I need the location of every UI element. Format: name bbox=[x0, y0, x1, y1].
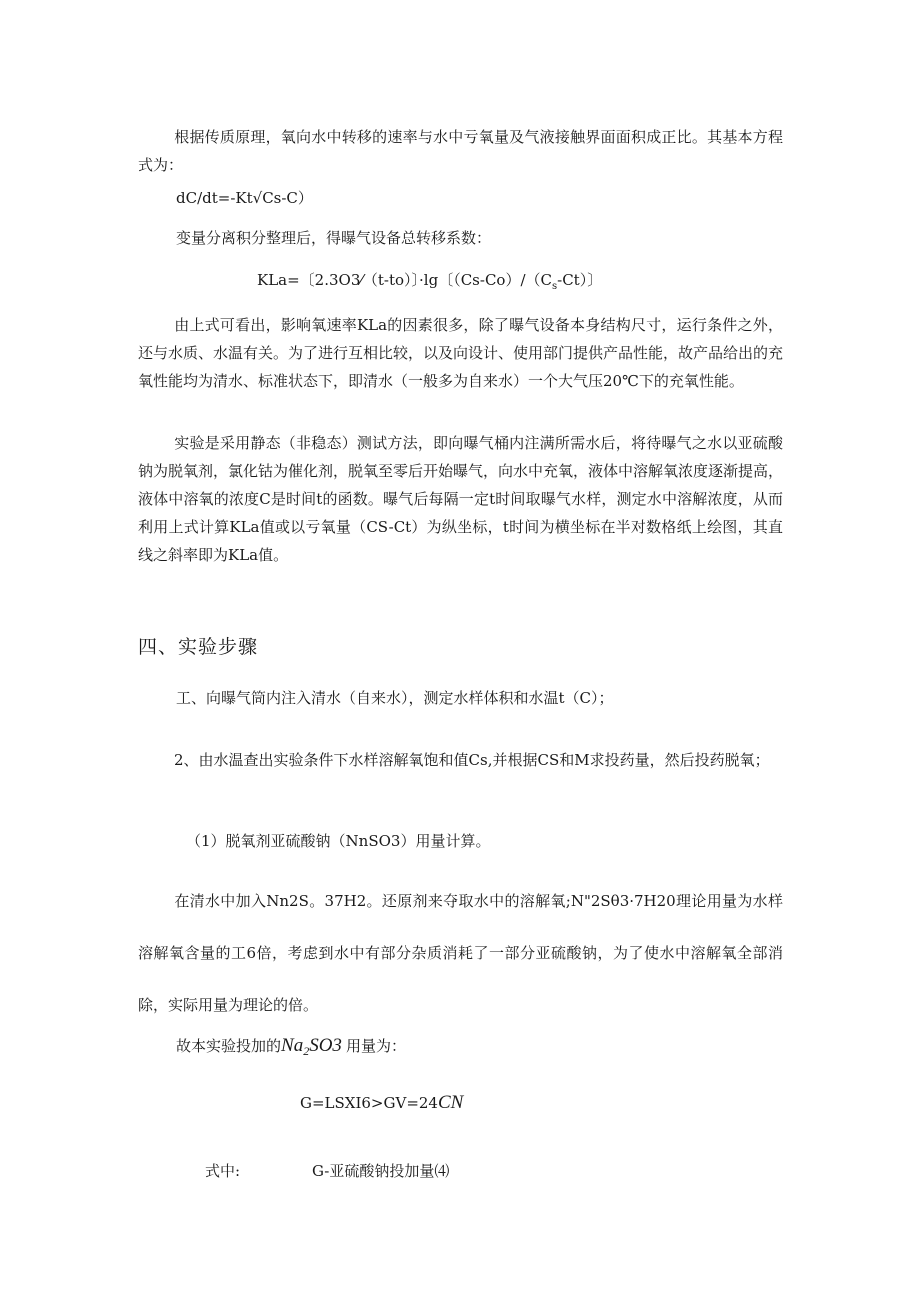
formula-so3: SO3 bbox=[309, 1035, 342, 1056]
formula-na: Na bbox=[281, 1035, 304, 1056]
paragraph-integration: 变量分离积分整理后，得曝气设备总转移系数： bbox=[176, 229, 492, 247]
equation-kla-subscript: s bbox=[551, 281, 558, 292]
formula-subscript: 2 bbox=[303, 1044, 310, 1058]
paragraph-text: 实验是采用静态（非稳态）测试方法，即向曝气桶内注满所需水后，将待曝气之水以亚硫酸钠为脱氧剂，氯化钴为催化剂，脱氧至零后开始曝气，向水中充氧，液体中溶解氧浓度逐渐提高，液体中溶氧的浓度C是时间t的函数。曝气后每隔一定t时间取曝气水样，测定水中溶解浓度，从而利用上式计算KLa值或以亏氧量（CS-Ct）为纵坐标，t时间为横坐标在半对数格纸上绘图，其直线之斜率即为KLa值。 bbox=[138, 434, 784, 564]
paragraph-text: 由上式可看出，影响氧速率KLa的因素很多，除了曝气设备本身结构尺寸，运行条件之外，还与水质、水温有关。为了进行互相比较，以及向设计、使用部门提供产品性能，故产品给出的充氧性能均为清水、标准状态下，即清水（一般多为自来水）一个大气压20℃下的充氧性能。 bbox=[138, 316, 784, 390]
paragraph-text: 根据传质原理，氧向水中转移的速率与水中亏氧量及气液接触界面面积成正比。其基本方程式为： bbox=[138, 128, 783, 174]
paragraph-na2so3 bbox=[176, 1033, 406, 1064]
where-g-definition: G-亚硫酸钠投加量⑷ bbox=[312, 1162, 450, 1180]
step-2-text: 2、由水温查出实验条件下水样溶解氧饱和值Cs,并根据CS和M求投药量，然后投药脱氧； bbox=[174, 751, 770, 769]
paragraph-text: 在清水中加入Nn2S。37H2。还原剂来夺取水中的溶解氧;N"2Sθ3·7H20理论用量为水样溶解氧含量的工6倍，考虑到水中有部分杂质消耗了一部分亚硫酸钠，为了使水中溶解氧全部消除，实际用量为理论的倍。 bbox=[138, 892, 783, 1014]
section-heading-steps: 四、实验步骤 bbox=[138, 636, 259, 658]
paragraph-mass-transfer-principle bbox=[138, 123, 783, 179]
text-suffix: 用量为： bbox=[345, 1037, 406, 1055]
step-2-1: （1）脱氧剂亚硫酸钠（NnSO3）用量计算。 bbox=[186, 832, 491, 850]
text-prefix: 故本实验投加的 bbox=[176, 1037, 282, 1055]
equation-g bbox=[300, 1090, 463, 1116]
paragraph-dosage bbox=[138, 875, 783, 1031]
paragraph-method bbox=[138, 429, 783, 569]
equation-kla-part2: -Ct）〕 bbox=[557, 271, 603, 289]
step-1: 工、向曝气筒内注入清水（自来水），测定水样体积和水温t（C）； bbox=[176, 689, 614, 707]
equation-kla-part1: KLa=〔2.3O3⁄（t-to）〕·lg〔（Cs-Co）/（C bbox=[257, 271, 552, 289]
equation-kla bbox=[257, 270, 602, 297]
where-label: 式中: bbox=[205, 1162, 241, 1180]
equation-g-part2: CN bbox=[437, 1092, 464, 1113]
step-2 bbox=[138, 740, 783, 780]
equation-rate: dC/dt=-Kt√Cs-C） bbox=[176, 189, 313, 207]
equation-g-part1: G=LSXI6>GV=24 bbox=[300, 1094, 438, 1112]
paragraph-factors bbox=[138, 311, 783, 395]
